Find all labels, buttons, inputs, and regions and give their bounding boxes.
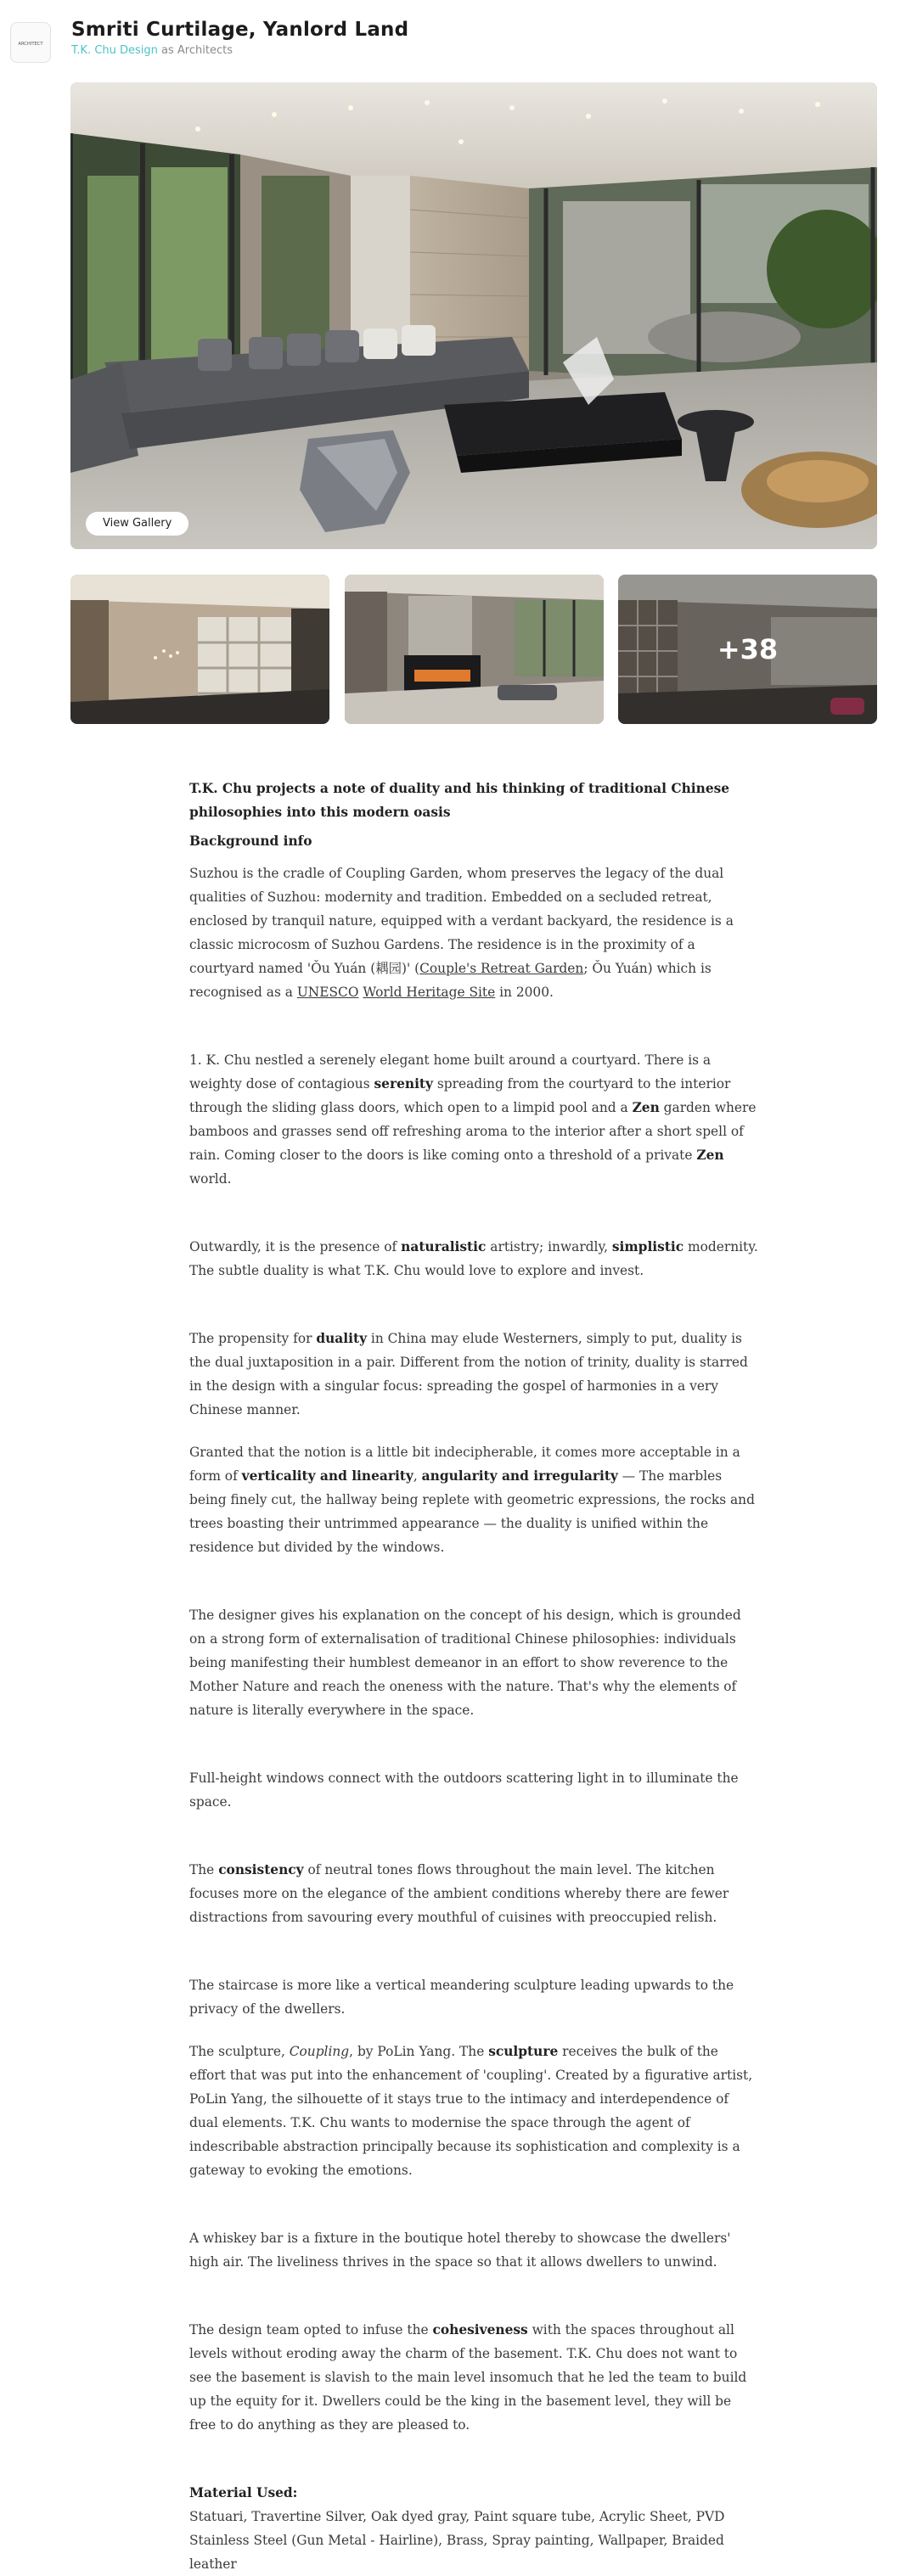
paragraph-consistency: The consistency of neutral tones flows throughout the main level. The kitchen focuses more on the elegance of the ambient conditions whereby there are fewer distractions from savouring every mouthful of cuisines with preoccupied relish.: [189, 1862, 729, 1925]
article-body: [189, 777, 758, 2576]
paragraph-verticality: Granted that the notion is a little bit indecipherable, it comes more acceptable in a form of verticality and linearity, angularity and irregularity — The marbles being finely cut, the hallway being replete with geometric expressions, the rocks and trees boasting their untrimmed appearance — the duality is unified within the residence but divided by the windows.: [189, 1445, 755, 1555]
background-heading: Background info: [189, 833, 312, 849]
hero-image[interactable]: [70, 82, 877, 549]
paragraph-sculpture: The sculpture, Coupling, by PoLin Yang. The sculpture receives the bulk of the effort that was put into the enhancement of 'coupling'. Created by a figurative artist, PoLin Yang, the silhouette of it stays true to the intimacy and interdependence of dual elements. T.K. Chu wants to modernise the space through the agent of indescribable abstraction principally because its sophistication and complexity is a gateway to evoking the emotions.: [189, 2044, 753, 2178]
view-gallery-button[interactable]: View Gallery: [86, 512, 188, 536]
firm-logo[interactable]: [10, 22, 51, 63]
architect-suffix: as Architects: [157, 44, 233, 57]
page-header: [0, 0, 917, 76]
project-title: Smriti Curtilage, Yanlord Land: [71, 19, 409, 41]
unesco-link[interactable]: UNESCO: [296, 985, 359, 1000]
logo-text: ARCHITECT: [18, 42, 43, 47]
paragraph-duality: The propensity for duality in China may elude Westerners, simply to put, duality is the dual juxtaposition in a pair. Different from the notion of trinity, duality is starred in the design with a singular focus: spreading the gospel of harmonies in a very Chinese manner.: [189, 1331, 748, 1417]
gallery-thumbnail-more[interactable]: [618, 575, 877, 724]
world-heritage-link[interactable]: World Heritage Site: [363, 985, 496, 1000]
paragraph-concept: The designer gives his explanation on the concept of his design, which is grounded on a strong form of externalisation of traditional Chinese philosophies: individuals being manifesting their humblest demeanor in an effort to show reverence to the Mother Nature and reach the oneness with the nature. That's why the elements of nature is literally everywhere in the space.: [189, 1608, 741, 1718]
materials-list: Statuari, Travertine Silver, Oak dyed gray, Paint square tube, Acrylic Sheet, PVD Stainless Steel (Gun Metal - Hairline), Brass, Spray painting, Wallpaper, Braided leather: [189, 2509, 725, 2572]
paragraph-whiskey-bar: A whiskey bar is a fixture in the boutique hotel thereby to showcase the dwellers' high air. The liveliness thrives in the space so that it allows dwellers to unwind.: [189, 2231, 731, 2270]
article-intro: T.K. Chu projects a note of duality and his thinking of traditional Chinese philosophies into this modern oasis: [189, 781, 730, 820]
couples-retreat-link[interactable]: Couple's Retreat Garden: [419, 961, 584, 976]
more-photos-count: +38: [717, 633, 779, 665]
materials-heading: Material Used:: [189, 2485, 298, 2500]
paragraph-windows: Full-height windows connect with the outdoors scattering light in to illuminate the space.: [189, 1771, 739, 1810]
paragraph-cohesiveness: The design team opted to infuse the cohesiveness with the spaces throughout all levels without eroding away the charm of the basement. T.K. Chu does not want to see the basement is slavish to the main level insomuch that he led the team to build up the equity for it. Dwellers could be the king in the basement level, they will be free to do anything as they are pleased to.: [189, 2322, 747, 2433]
architect-link[interactable]: T.K. Chu Design: [71, 44, 158, 57]
paragraph-serenity: 1. K. Chu nestled a serenely elegant home built around a courtyard. There is a weighty dose of contagious serenity spreading from the courtyard to the interior through the sliding glass doors, which open to a limpid pool and a Zen garden where bamboos and grasses send off refreshing aroma to the interior after a short spell of rain. Coming closer to the doors is like coming onto a threshold of a private Zen world.: [189, 1052, 757, 1187]
paragraph-staircase: The staircase is more like a vertical meandering sculpture leading upwards to the privacy of the dwellers.: [189, 1978, 734, 2017]
background-paragraph: Suzhou is the cradle of Coupling Garden, whom preserves the legacy of the dual qualities of Suzhou: modernity and tradition. Embedded on a secluded retreat, enclosed by tranquil nature, equipped with a verdant backyard, the residence is a classic microcosm of Suzhou Gardens. The residence is in the proximity of a courtyard named 'Ǒu Yuán (耦园)' (Couple's Retreat Garden; Ǒu Yuán) which is recognised as a UNESCO World Heritage Site in 2000.: [189, 866, 734, 1000]
project-subtitle: [71, 44, 233, 57]
gallery-thumbnail[interactable]: [345, 575, 604, 724]
paragraph-naturalistic: Outwardly, it is the presence of naturalistic artistry; inwardly, simplistic modernity. The subtle duality is what T.K. Chu would love to explore and invest.: [189, 1239, 758, 1278]
gallery-thumbnail[interactable]: [70, 575, 329, 724]
